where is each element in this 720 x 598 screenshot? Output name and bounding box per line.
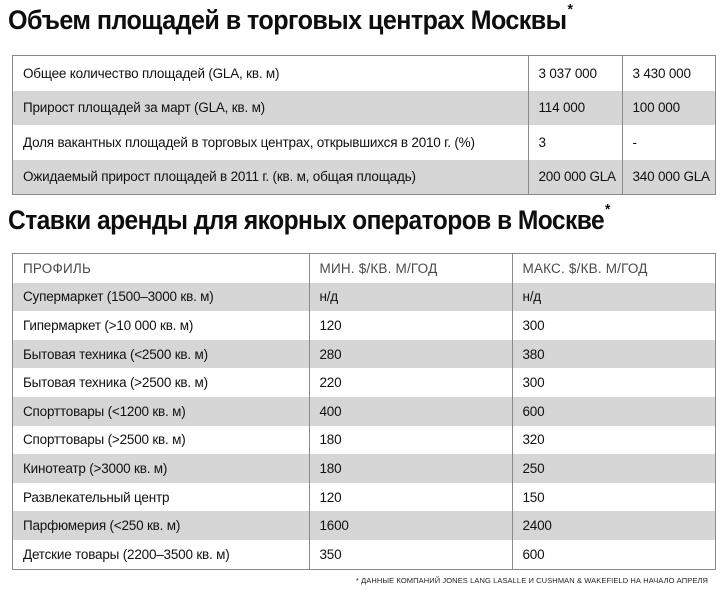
max-cell: 600 xyxy=(512,397,715,426)
table-row xyxy=(13,483,715,512)
min-cell: 220 xyxy=(309,368,512,397)
table-row xyxy=(13,311,715,340)
anchor-rent-table-box xyxy=(12,253,716,570)
retail-space-table xyxy=(13,56,715,194)
table-header-row xyxy=(13,254,715,283)
row-label: Общее количество площадей (GLA, кв. м) xyxy=(23,65,280,81)
min-cell: 1600 xyxy=(309,511,512,540)
section2-title: Ставки аренды для якорных операторов в Москве* xyxy=(8,201,610,235)
max-cell: 300 xyxy=(512,311,715,340)
table-row xyxy=(13,283,715,312)
profile-cell: Детские товары (2200–3500 кв. м) xyxy=(23,546,230,562)
profile-cell: Бытовая техника (<2500 кв. м) xyxy=(13,340,309,369)
title-footnote-mark: * xyxy=(605,201,610,218)
table-row xyxy=(13,540,715,569)
section1-title: Объем площадей в торговых центрах Москвы* xyxy=(8,1,573,35)
value-cell: 100 000 xyxy=(622,91,715,126)
value-cell: 114 000 xyxy=(528,91,622,126)
column-header-max: МАКС. $/КВ. М/ГОД xyxy=(512,254,715,283)
table-row xyxy=(13,56,715,91)
min-cell: 180 xyxy=(309,454,512,483)
profile-cell: Бытовая техника (>2500 кв. м) xyxy=(23,375,208,391)
retail-space-table-box xyxy=(12,55,716,195)
table-row xyxy=(13,160,715,195)
max-cell: 380 xyxy=(512,340,715,369)
value-cell: 340 000 GLA xyxy=(622,160,715,195)
table-row xyxy=(13,368,715,397)
max-cell: 300 xyxy=(512,368,715,397)
profile-cell: Гипермаркет (>10 000 кв. м) xyxy=(23,317,194,333)
profile-cell: Кинотеатр (>3000 кв. м) xyxy=(13,454,309,483)
table-row xyxy=(13,426,715,455)
min-cell: 350 xyxy=(309,540,512,569)
value-cell: 3 037 000 xyxy=(528,56,622,91)
value-cell: - xyxy=(622,125,715,160)
max-cell: н/д xyxy=(512,283,715,312)
profile-cell: Спорттовары (<1200 кв. м) xyxy=(13,397,309,426)
table-row xyxy=(13,454,715,483)
min-cell: н/д xyxy=(309,283,512,312)
table-row xyxy=(13,397,715,426)
profile-cell: Супермаркет (1500–3000 кв. м) xyxy=(13,283,309,312)
profile-cell: Развлекательный центр xyxy=(23,489,170,505)
row-label: Доля вакантных площадей в торговых центрах, открывшихся в 2010 г. (%) xyxy=(23,134,475,150)
profile-cell: Спорттовары (>2500 кв. м) xyxy=(23,432,186,448)
title-footnote-mark: * xyxy=(567,1,573,18)
min-cell: 120 xyxy=(309,311,512,340)
table-row xyxy=(13,91,715,126)
max-cell: 250 xyxy=(512,454,715,483)
value-cell: 3 xyxy=(528,125,622,160)
max-cell: 2400 xyxy=(512,511,715,540)
value-cell: 3 430 000 xyxy=(622,56,715,91)
profile-cell: Парфюмерия (<250 кв. м) xyxy=(13,511,309,540)
min-cell: 120 xyxy=(309,483,512,512)
row-label: Прирост площадей за март (GLA, кв. м) xyxy=(13,91,528,126)
row-label: Ожидаемый прирост площадей в 2011 г. (кв. м, общая площадь) xyxy=(13,160,528,195)
source-footnote: * ДАННЫЕ КОМПАНИЙ JONES LANG LASALLE И CUSHMAN & WAKEFIELD НА НАЧАЛО АПРЕЛЯ xyxy=(355,576,708,585)
column-header-min: МИН. $/КВ. М/ГОД xyxy=(309,254,512,283)
column-header-profile: ПРОФИЛЬ xyxy=(23,260,91,276)
max-cell: 600 xyxy=(512,540,715,569)
table-row xyxy=(13,511,715,540)
max-cell: 320 xyxy=(512,426,715,455)
table-row xyxy=(13,340,715,369)
max-cell: 150 xyxy=(512,483,715,512)
min-cell: 180 xyxy=(309,426,512,455)
table-row xyxy=(13,125,715,160)
value-cell: 200 000 GLA xyxy=(528,160,622,195)
min-cell: 280 xyxy=(309,340,512,369)
min-cell: 400 xyxy=(309,397,512,426)
anchor-rent-table xyxy=(13,254,715,569)
